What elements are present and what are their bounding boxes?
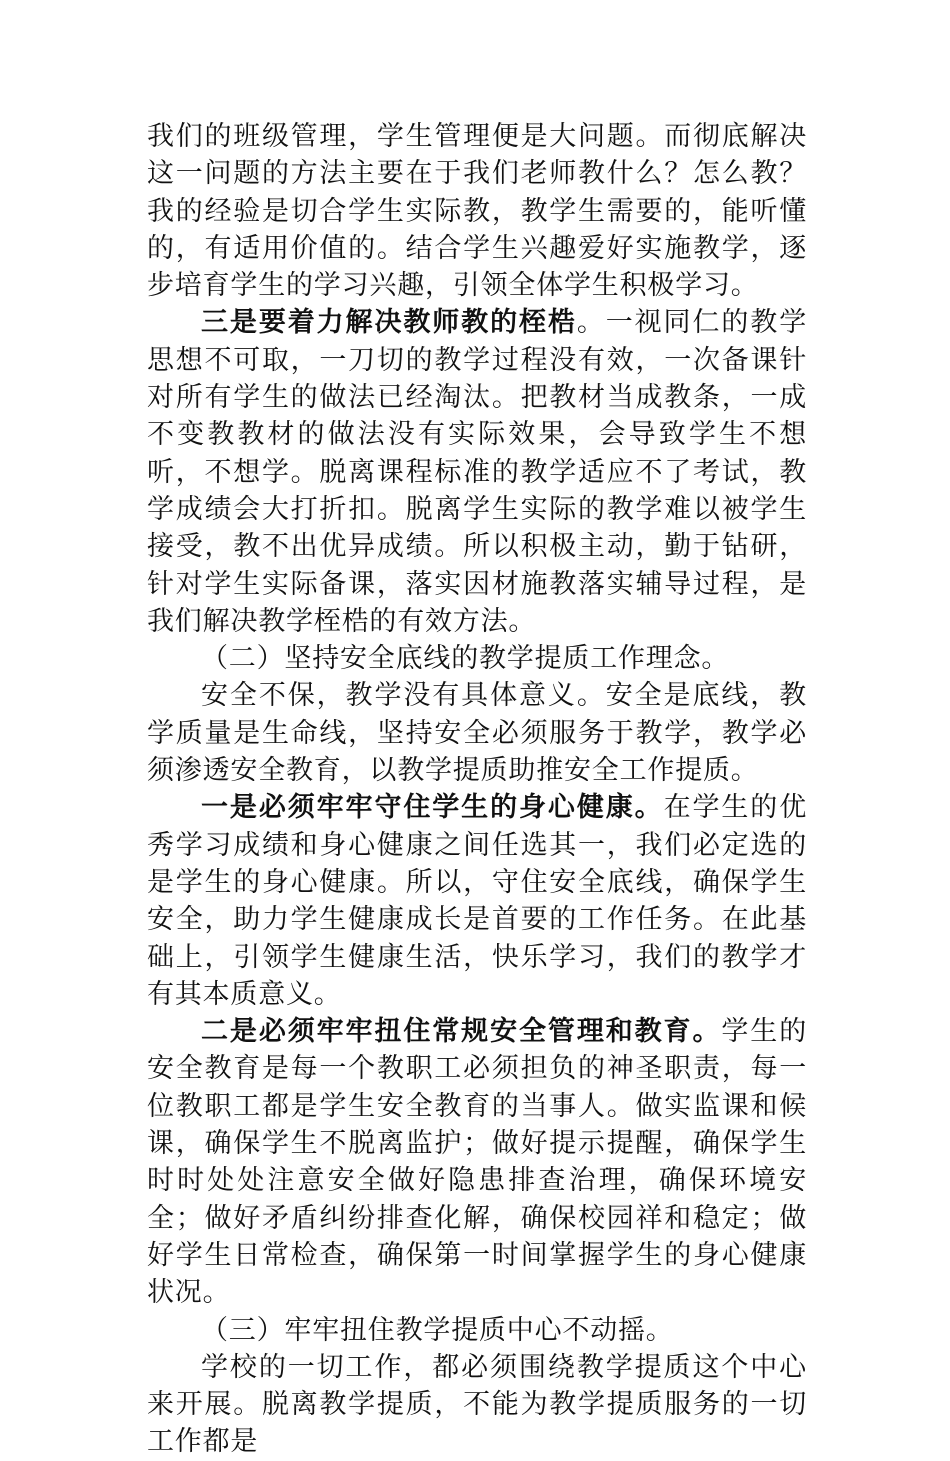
paragraph-continuation — [147, 118, 807, 304]
paragraph-text: 安全不保，教学没有具体意义。安全是底线，教学质量是生命线，坚持安全必须服务于教学，教学必须渗透安全教育，以教学提质助推安全工作提质。 — [147, 680, 807, 787]
paragraph-text: 我们的班级管理，学生管理便是大问题。而彻底解决这一问题的方法主要在于我们老师教什么？怎么教？我的经验是切合学生实际教，教学生需要的，能听懂的，有适用价值的。结合学生兴趣爱好实施教学，逐步培育学生的学习兴趣，引领全体学生积极学习。 — [147, 121, 807, 302]
section-heading-safety-baseline — [147, 640, 807, 677]
paragraph-routine-safety — [147, 1013, 807, 1311]
paragraph-safety-intro — [147, 677, 807, 789]
document-body — [147, 118, 807, 1461]
paragraph-lead: 一是必须牢牢守住学生的身心健康。 — [201, 792, 664, 824]
section-heading-quality-center — [147, 1312, 807, 1349]
section-heading-text: （三）牢牢扭住教学提质中心不动摇。 — [201, 1314, 674, 1346]
paragraph-lead: 三是要着力解决教师教的桎梏 — [201, 307, 577, 339]
section-heading-text: （二）坚持安全底线的教学提质工作理念。 — [201, 643, 730, 675]
paragraph-school-work — [147, 1349, 807, 1461]
paragraph-text: 学校的一切工作，都必须围绕教学提质这个中心来开展。脱离教学提质，不能为教学提质服务的一切工作都是 — [147, 1351, 807, 1458]
paragraph-teacher-shackles — [147, 304, 807, 640]
paragraph-text: 。一视同仁的教学思想不可取，一刀切的教学过程没有效，一次备课针对所有学生的做法已经淘汰。把教材当成教条，一成不变教教材的做法没有实际效果，会导致学生不想听，不想学。脱离课程标准的教学适应不了考试，教学成绩会大打折扣。脱离学生实际的教学难以被学生接受，教不出优异成绩。所以积极主动，勤于钻研，针对学生实际备课，落实因材施教落实辅导过程，是我们解决教学桎梏的有效方法。 — [147, 307, 807, 637]
paragraph-lead: 二是必须牢牢扭住常规安全管理和教育。 — [201, 1016, 722, 1048]
paragraph-physical-mental-health — [147, 789, 807, 1013]
paragraph-text: 学生的安全教育是每一个教职工必须担负的神圣职责，每一位教职工都是学生安全教育的当事人。做实监课和候课，确保学生不脱离监护；做好提示提醒，确保学生时时处处注意安全做好隐患排查治理，确保环境安全；做好矛盾纠纷排查化解，确保校园祥和稳定；做好学生日常检查，确保第一时间掌握学生的身心健康状况。 — [147, 1016, 807, 1309]
paragraph-text: 在学生的优秀学习成绩和身心健康之间任选其一，我们必定选的是学生的身心健康。所以，守住安全底线，确保学生安全，助力学生健康成长是首要的工作任务。在此基础上，引领学生健康生活，快乐学习，我们的教学才有其本质意义。 — [147, 792, 807, 1010]
